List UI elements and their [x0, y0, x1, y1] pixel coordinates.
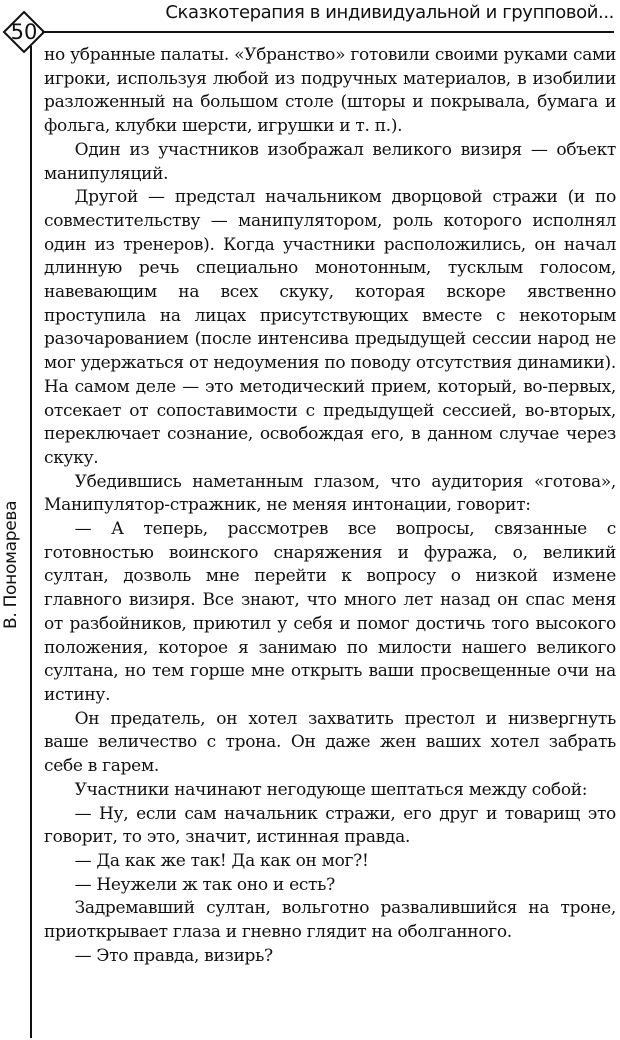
margin-rule	[30, 46, 32, 1038]
paragraph: Задремавший султан, вольготно развалившийся на троне, приоткрывает глаза и гневно глядит на оболганного.	[44, 898, 616, 943]
page-number: 50	[10, 20, 38, 44]
paragraph: но убранные палаты. «Убранство» готовили своими руками сами игроки, используя любой из подручных материалов, в изобилии разложенный на большом столе (шторы и покрывала, бумага и фольга, клубки шерсти, игрушки и т. п.).	[44, 45, 616, 137]
paragraph: Один из участников изображал великого визиря — объект манипуляций.	[44, 139, 616, 184]
author-name: В. Пономарева	[1, 500, 21, 630]
paragraph: — Ну, если сам начальник стражи, его друг и товарищ это говорит, то это, значит, истинная правда.	[44, 803, 616, 848]
paragraph: — Да как же так! Да как он мог?!	[74, 850, 369, 871]
page-number-badge	[2, 10, 46, 54]
running-title: Сказкотерапия в индивидуальной и групповой...	[165, 2, 614, 23]
paragraph: Другой — предстал начальником дворцовой стражи (и по совместительству — манипулятором, роль которого исполнял один из тренеров). Когда участники расположились, он начал длинную речь специально монотонным, тусклым голосом, навевающим на всех скуку, которая вскоре явственно проступила на лицах присутствующих вместе с некоторым разочарованием (после интенсива предыдущей сессии народ не мог удержаться от недоумения по поводу отсутствия динамики). На самом деле — это методический прием, который, во-первых, отсекает от сопоставимости с предыдущей сессией, во-вторых, переключает сознание, освобождая его, в данном случае через скуку.	[44, 187, 616, 468]
header-rule	[42, 31, 614, 33]
paragraph: — Это правда, визирь?	[74, 945, 273, 966]
paragraph: Убедившись наметанным глазом, что аудитория «готова», Манипулятор-стражник, не меняя интонации, говорит:	[44, 471, 616, 516]
body-text	[44, 44, 616, 968]
paragraph: Участники начинают негодующе шептаться между собой:	[74, 779, 588, 800]
paragraph: — А теперь, рассмотрев все вопросы, связанные с готовностью воинского снаряжения и фуража, о, великий султан, дозволь мне перейти к вопросу о низкой измене главного визиря. Все знают, что много лет назад он спас меня от разбойников, приютил у себя и помог достичь того высокого положения, которое я занимаю по милости нашего великого султана, но тем горше мне открыть ваши просвещенные очи на истину.	[44, 519, 616, 705]
paragraph: Он предатель, он хотел захватить престол и низвергнуть ваше величество с трона. Он даже жен ваших хотел забрать себе в гарем.	[44, 708, 616, 777]
paragraph: — Неужели ж так оно и есть?	[74, 874, 335, 895]
